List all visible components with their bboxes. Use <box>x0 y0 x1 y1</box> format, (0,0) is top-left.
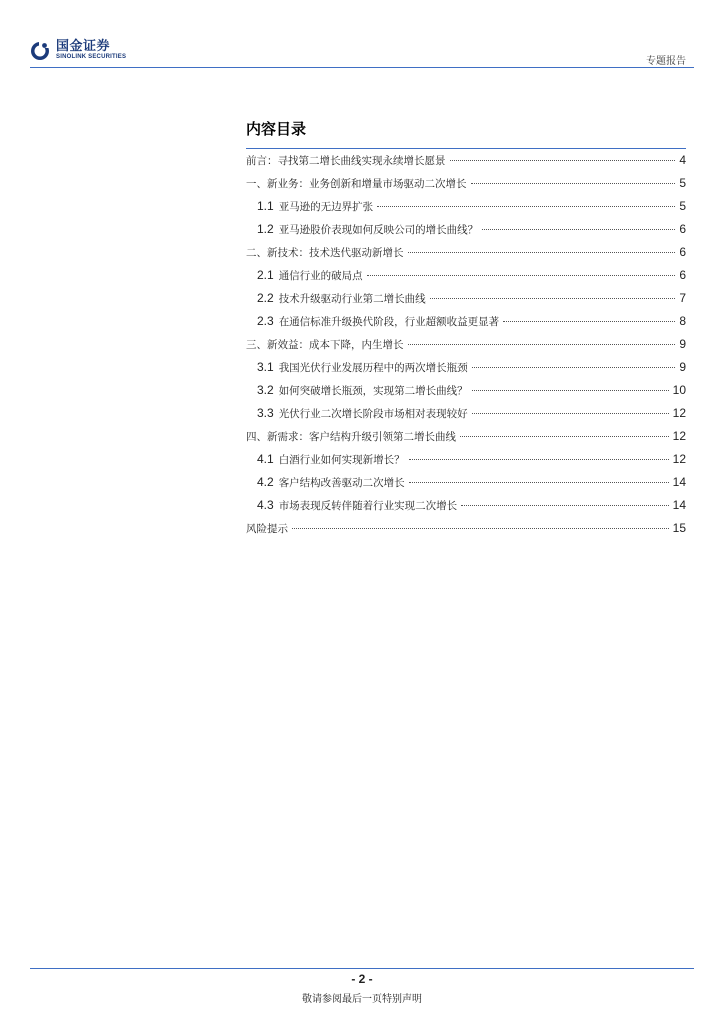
toc-entry-number: 2.1 <box>257 268 274 282</box>
toc-dot-leader <box>450 160 676 161</box>
toc-entry-page: 15 <box>672 521 686 535</box>
table-of-contents <box>246 118 686 544</box>
toc-entry-page: 12 <box>672 452 686 466</box>
toc-entry-label: 前言：寻找第二增长曲线实现永续增长愿景 <box>246 155 446 167</box>
toc-dot-leader <box>408 344 676 345</box>
toc-entry-page: 12 <box>672 406 686 420</box>
toc-entry-page: 10 <box>672 383 686 397</box>
toc-dot-leader <box>292 528 669 529</box>
toc-entry-label: 如何突破增长瓶颈，实现第二增长曲线？ <box>278 385 468 397</box>
toc-entry[interactable] <box>246 291 686 314</box>
toc-entry-label: 二、新技术：技术迭代驱动新增长 <box>246 247 404 259</box>
toc-entry[interactable] <box>246 268 686 291</box>
toc-title: 内容目录 <box>246 120 307 138</box>
toc-entry[interactable] <box>246 475 686 498</box>
toc-dot-leader <box>460 436 669 437</box>
sinolink-logo-icon <box>30 41 50 61</box>
toc-entry-label: 客户结构改善驱动二次增长 <box>278 477 405 489</box>
toc-entry-number: 3.1 <box>257 360 274 374</box>
logo-english-name: SINOLINK SECURITIES <box>56 54 127 60</box>
toc-entry-page: 6 <box>679 245 686 259</box>
toc-dot-leader <box>409 482 669 483</box>
toc-entry[interactable] <box>246 245 686 268</box>
toc-dot-leader <box>472 390 669 391</box>
toc-entry-label: 我国光伏行业发展历程中的两次增长瓶颈 <box>278 362 468 374</box>
toc-entry[interactable] <box>246 521 686 544</box>
toc-entry-label: 市场表现反转伴随着行业实现二次增长 <box>278 500 458 512</box>
toc-entry-page: 12 <box>672 429 686 443</box>
toc-dot-leader <box>471 183 676 184</box>
toc-entry-number: 4.3 <box>257 498 274 512</box>
header-divider <box>30 67 694 68</box>
toc-dot-leader <box>430 298 676 299</box>
toc-entry[interactable] <box>246 429 686 452</box>
toc-entry-page: 5 <box>679 176 686 190</box>
disclaimer-note: 敬请参阅最后一页特别声明 <box>302 994 422 1005</box>
toc-list <box>246 153 686 544</box>
toc-entry[interactable] <box>246 222 686 245</box>
toc-entry[interactable] <box>246 360 686 383</box>
toc-entry-number: 1.1 <box>257 199 274 213</box>
toc-entry-label: 三、新效益：成本下降，内生增长 <box>246 339 404 351</box>
toc-entry-page: 14 <box>672 475 686 489</box>
toc-entry-number: 2.3 <box>257 314 274 328</box>
toc-entry-number: 2.2 <box>257 291 274 305</box>
toc-entry-page: 7 <box>679 291 686 305</box>
toc-entry[interactable] <box>246 498 686 521</box>
toc-entry-label: 一、新业务：业务创新和增量市场驱动二次增长 <box>246 178 467 190</box>
toc-entry-page: 6 <box>679 222 686 236</box>
toc-entry-label: 风险提示 <box>246 523 288 535</box>
toc-entry-page: 14 <box>672 498 686 512</box>
toc-entry-number: 3.3 <box>257 406 274 420</box>
toc-entry-label: 白酒行业如何实现新增长？ <box>278 454 405 466</box>
toc-dot-leader <box>503 321 675 322</box>
toc-dot-leader <box>377 206 675 207</box>
footer-divider <box>30 968 694 969</box>
toc-entry-page: 5 <box>679 199 686 213</box>
toc-dot-leader <box>409 459 669 460</box>
toc-entry-page: 4 <box>679 153 686 167</box>
toc-dot-leader <box>472 413 669 414</box>
page-number: - 2 - <box>351 972 373 986</box>
toc-entry-label: 亚马逊股价表现如何反映公司的增长曲线？ <box>278 224 479 236</box>
toc-dot-leader <box>472 367 676 368</box>
toc-dot-leader <box>408 252 676 253</box>
toc-dot-leader <box>482 229 675 230</box>
toc-dot-leader <box>367 275 676 276</box>
toc-entry-label: 在通信标准升级换代阶段，行业超额收益更显著 <box>278 316 500 328</box>
toc-entry-label: 通信行业的破局点 <box>278 270 363 282</box>
toc-entry-number: 1.2 <box>257 222 274 236</box>
toc-entry[interactable] <box>246 176 686 199</box>
toc-dot-leader <box>461 505 668 506</box>
toc-entry[interactable] <box>246 406 686 429</box>
toc-entry-label: 四、新需求：客户结构升级引领第二增长曲线 <box>246 431 456 443</box>
toc-entry-label: 技术升级驱动行业第二增长曲线 <box>278 293 426 305</box>
toc-entry-label: 亚马逊的无边界扩张 <box>278 201 374 213</box>
toc-title-divider <box>246 148 686 149</box>
toc-entry[interactable] <box>246 337 686 360</box>
toc-entry-page: 8 <box>679 314 686 328</box>
toc-entry[interactable] <box>246 199 686 222</box>
toc-entry-page: 9 <box>679 360 686 374</box>
toc-entry-label: 光伏行业二次增长阶段市场相对表现较好 <box>278 408 468 420</box>
toc-entry-number: 4.2 <box>257 475 274 489</box>
report-type-label: 专题报告 <box>646 56 686 67</box>
logo-chinese-name: 国金证券 <box>56 39 111 54</box>
toc-entry[interactable] <box>246 153 686 176</box>
toc-entry[interactable] <box>246 314 686 337</box>
toc-entry-number: 3.2 <box>257 383 274 397</box>
toc-entry-page: 9 <box>679 337 686 351</box>
toc-entry[interactable] <box>246 383 686 406</box>
toc-entry-number: 4.1 <box>257 452 274 466</box>
toc-entry[interactable] <box>246 452 686 475</box>
toc-entry-page: 6 <box>679 268 686 282</box>
company-logo <box>30 40 126 61</box>
